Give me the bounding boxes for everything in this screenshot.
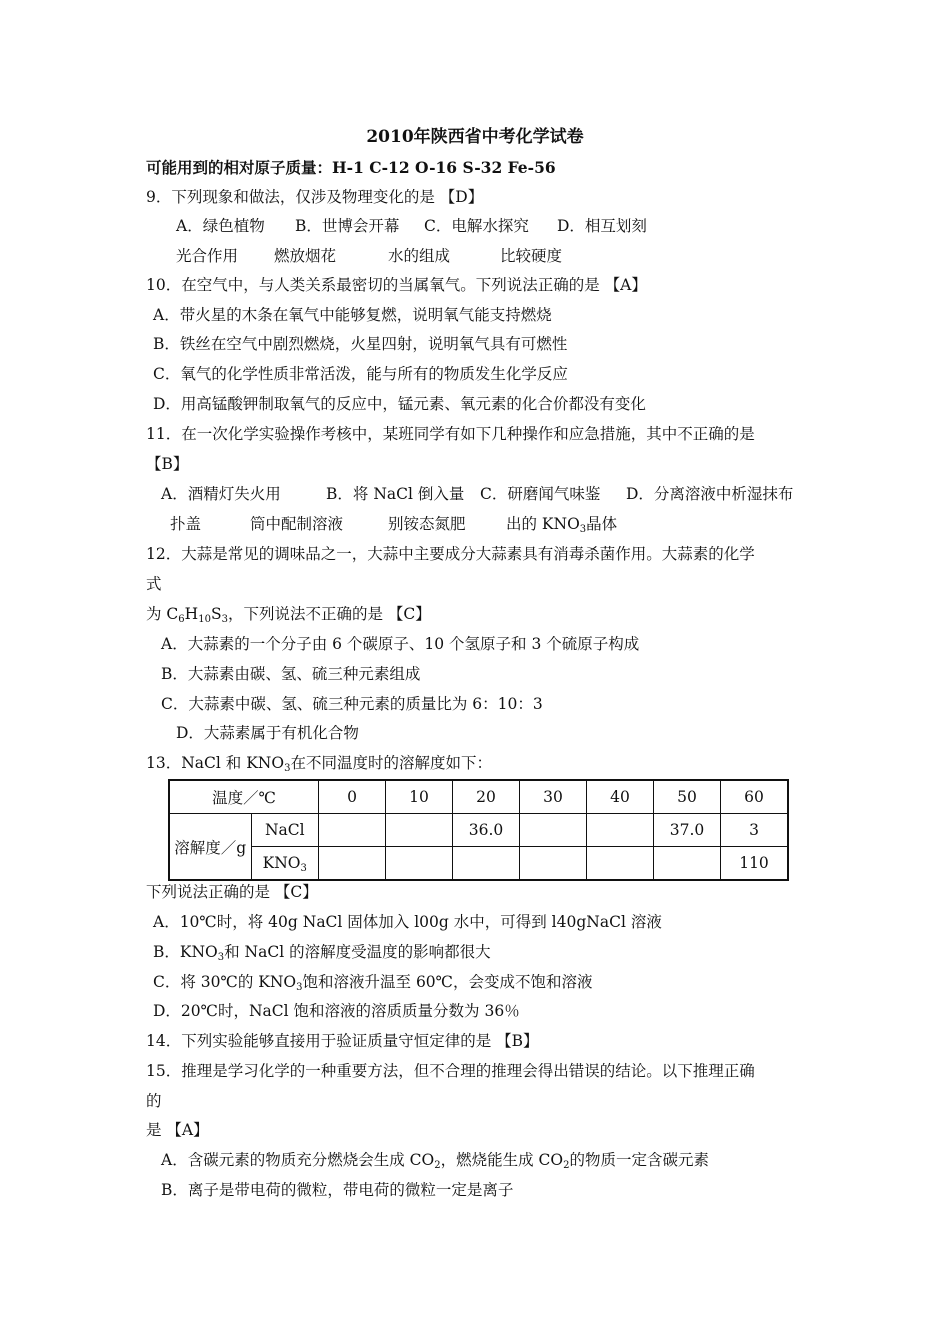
- q9-option-a-cont: 光合作用: [176, 247, 239, 265]
- q15-stem-line1: 15．推理是学习化学的一种重要方法，但不合理的推理会得出错误的结论。以下推理正确: [146, 1062, 755, 1080]
- atomic-masses: 可能用到的相对原子质量：H-1 C-12 O-16 S-32 Fe-56: [146, 158, 556, 177]
- nacl-cell: [520, 814, 587, 847]
- temp-cell: 20: [453, 780, 520, 814]
- q15-stem-line3: 是 【A】: [146, 1121, 209, 1139]
- temp-cell: 60: [721, 780, 789, 814]
- kno3-cell: 110: [721, 847, 789, 881]
- page-title: 2010年陕西省中考化学试卷: [366, 127, 584, 147]
- table-row: [169, 814, 788, 847]
- q15-stem-line2: 的: [146, 1092, 162, 1110]
- temp-cell: 30: [520, 780, 587, 814]
- kno3-cell: [319, 847, 386, 881]
- q11-option-b-cont: 筒中配制溶液: [250, 515, 344, 533]
- nacl-cell: 3: [721, 814, 789, 847]
- q11-option-a: A．酒精灯失火用: [161, 485, 281, 503]
- q12-option-c: C．大蒜素中碳、氢、硫三种元素的质量比为 6：10：3: [161, 695, 543, 713]
- temp-cell: 0: [319, 780, 386, 814]
- nacl-cell: [587, 814, 654, 847]
- q11-option-c-cont: 别铵态氮肥: [388, 515, 466, 533]
- q12-stem-line3: 为 $C_6H_{10}S_3$，下列说法不正确的是 【C】: [146, 605, 431, 625]
- q10-option-a: A．带火星的木条在氧气中能够复燃，说明氧气能支持燃烧: [153, 306, 552, 324]
- q13-option-c: C．将 30℃的 $KNO_3$饱和溶液升温至 60℃，会变成不饱和溶液: [153, 973, 593, 993]
- q13-stem: 13．NaCl 和 $KNO_3$在不同温度时的溶解度如下：: [146, 754, 492, 774]
- q11-option-d-cont: 出的 $KNO_3$晶体: [506, 515, 618, 535]
- q11-answer: 【B】: [146, 455, 189, 473]
- q14-stem: 14．下列实验能够直接用于验证质量守恒定律的是 【B】: [146, 1032, 539, 1050]
- temperature-header: 温度／℃: [169, 780, 319, 814]
- q13-option-a: A．10℃时，将 40g NaCl 固体加入 l00g 水中，可得到 l40gNaCl 溶液: [153, 913, 662, 931]
- kno3-cell: [587, 847, 654, 881]
- temp-cell: 10: [386, 780, 453, 814]
- q9-option-a: A．绿色植物: [176, 217, 265, 235]
- q13-followup: 下列说法正确的是 【C】: [146, 883, 318, 901]
- q10-option-d: D．用高锰酸钾制取氧气的反应中，锰元素、氧元素的化合价都没有变化: [153, 395, 646, 413]
- q9-stem: 9．下列现象和做法，仅涉及物理变化的是 【D】: [146, 188, 484, 206]
- solubility-label: 溶解度／g: [169, 814, 251, 881]
- q11-option-a-cont: 扑盖: [170, 515, 202, 533]
- kno3-cell: [386, 847, 453, 881]
- q11-option-d: D．分离溶液中析湿抹布: [626, 485, 794, 503]
- q11-option-c: C．研磨闻气味鉴: [480, 485, 601, 503]
- q10-stem: 10．在空气中，与人类关系最密切的当属氧气。下列说法正确的是 【A】: [146, 276, 647, 294]
- kno3-label: $KNO_3$: [251, 847, 318, 881]
- q11-option-b: B．将 NaCl 倒入量: [326, 485, 465, 503]
- q9-option-d: D．相互划刻: [557, 217, 647, 235]
- q15-option-b: B．离子是带电荷的微粒，带电荷的微粒一定是离子: [161, 1181, 514, 1199]
- q15-option-a: A．含碳元素的物质充分燃烧会生成 $CO_2$，燃烧能生成 $CO_2$的物质一定含碳元素: [161, 1151, 709, 1171]
- q10-option-b: B．铁丝在空气中剧烈燃烧，火星四射，说明氧气具有可燃性: [153, 335, 568, 353]
- kno3-cell: [453, 847, 520, 881]
- q9-option-c: C．电解水探究: [424, 217, 529, 235]
- q9-option-b: B．世博会开幕: [295, 217, 400, 235]
- q10-option-c: C．氧气的化学性质非常活泼，能与所有的物质发生化学反应: [153, 365, 568, 383]
- nacl-cell: 36.0: [453, 814, 520, 847]
- q12-option-a: A．大蒜素的一个分子由 6 个碳原子、10 个氢原子和 3 个硫原子构成: [161, 635, 640, 653]
- table-row: [169, 847, 788, 881]
- q13-option-b: B．$KNO_3$和 NaCl 的溶解度受温度的影响都很大: [153, 943, 491, 963]
- q12-option-b: B．大蒜素由碳、氢、硫三种元素组成: [161, 665, 421, 683]
- temp-cell: 50: [654, 780, 721, 814]
- q9-option-c-cont: 水的组成: [388, 247, 451, 265]
- nacl-cell: [386, 814, 453, 847]
- q13-option-d: D．20℃时，NaCl 饱和溶液的溶质质量分数为 36％: [153, 1002, 520, 1020]
- solubility-table: [168, 779, 789, 881]
- q12-stem-line2: 式: [146, 575, 162, 593]
- q11-stem: 11．在一次化学实验操作考核中，某班同学有如下几种操作和应急措施，其中不正确的是: [146, 425, 755, 443]
- nacl-label: NaCl: [251, 814, 318, 847]
- q12-option-d: D．大蒜素属于有机化合物: [176, 724, 359, 742]
- q9-option-d-cont: 比较硬度: [500, 247, 563, 265]
- q9-option-b-cont: 燃放烟花: [274, 247, 337, 265]
- table-row: [169, 780, 788, 814]
- nacl-cell: 37.0: [654, 814, 721, 847]
- temp-cell: 40: [587, 780, 654, 814]
- kno3-cell: [520, 847, 587, 881]
- q12-stem-line1: 12．大蒜是常见的调味品之一，大蒜中主要成分大蒜素具有消毒杀菌作用。大蒜素的化学: [146, 545, 755, 563]
- kno3-cell: [654, 847, 721, 881]
- nacl-cell: [319, 814, 386, 847]
